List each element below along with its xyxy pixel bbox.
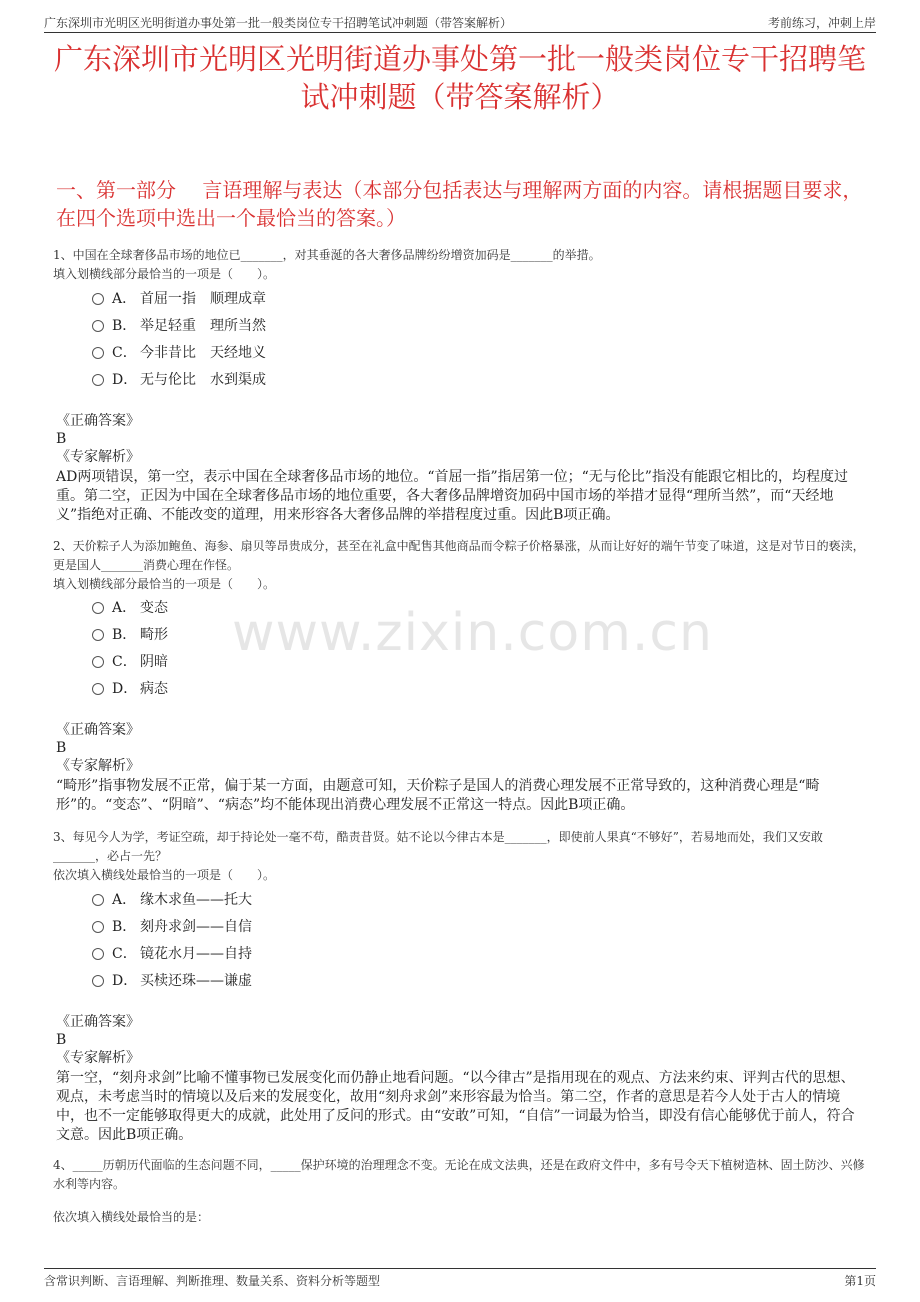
option-a[interactable]: A． 缘木求鱼——托大 — [92, 889, 252, 909]
page-footer — [44, 1268, 876, 1289]
question-4-prompt-block — [53, 1208, 872, 1227]
radio-icon[interactable] — [92, 602, 104, 614]
option-b[interactable]: B． 举足轻重 理所当然 — [92, 315, 266, 335]
option-a[interactable]: A． 变态 — [92, 597, 168, 617]
question-4 — [53, 1156, 872, 1194]
document-title: 广东深圳市光明区光明街道办事处第一批一般类岗位专干招聘笔试冲刺题（带答案解析） — [53, 42, 866, 114]
answer-value: B — [56, 740, 67, 756]
explanation-label: 《专家解析》 — [56, 449, 140, 465]
option-text: 今非昔比 天经地义 — [140, 345, 266, 361]
option-text: 刻舟求剑——自信 — [140, 919, 252, 935]
radio-icon[interactable] — [92, 683, 104, 695]
option-text: 畸形 — [140, 627, 168, 643]
option-text: 举足轻重 理所当然 — [140, 318, 266, 334]
radio-icon[interactable] — [92, 374, 104, 386]
option-d[interactable]: D． 买椟还珠——谦虚 — [92, 970, 252, 990]
option-c[interactable]: C． 镜花水月——自持 — [92, 943, 252, 963]
explanation-label: 《专家解析》 — [56, 1050, 140, 1066]
option-b[interactable]: B． 刻舟求剑——自信 — [92, 916, 252, 936]
option-c[interactable]: C． 今非昔比 天经地义 — [92, 342, 266, 362]
question-1 — [53, 246, 872, 284]
radio-icon[interactable] — [92, 948, 104, 960]
question-prompt: 填入划横线部分最恰当的一项是（ ）。 — [53, 267, 276, 281]
option-text: 无与伦比 水到渠成 — [140, 372, 266, 388]
radio-icon[interactable] — [92, 347, 104, 359]
radio-icon[interactable] — [92, 921, 104, 933]
explanation-label: 《专家解析》 — [56, 758, 140, 774]
explanation-text: AD两项错误，第一空，表示中国在全球奢侈品市场的地位。“首屈一指”指居第一位；“无与伦比”指没有能跟它相比的，均程度过重。第二空，正因为中国在全球奢侈品市场的地位重要，各大奢侈品牌增资加码中国市场的举措才显得“理所当然”，而“天经地义”指绝对正确、不能改变的道理，用来形容各大奢侈品牌的举措程度过重。因此B项正确。 — [56, 469, 848, 523]
section-heading: 一、第一部分 言语理解与表达（本部分包括表达与理解两方面的内容。请根据题目要求，在四个选项中选出一个最恰当的答案。） — [56, 178, 863, 230]
radio-icon[interactable] — [92, 894, 104, 906]
question-stem: 1、中国在全球奢侈品市场的地位已_______，对其垂涎的各大奢侈品牌纷纷增资加码是_______的举措。 — [53, 248, 601, 262]
answer-label: 《正确答案》 — [56, 413, 140, 429]
radio-icon[interactable] — [92, 293, 104, 305]
answer-value: B — [56, 1032, 67, 1048]
question-stem: 3、每见今人为学，考证空疏，却于持论处一毫不苟，酷责昔贤。姑不论以今律古本是_______，即使前人果真“不够好”，若易地而处，我们又安敢_______，必占一先？ — [53, 830, 823, 863]
radio-icon[interactable] — [92, 629, 104, 641]
question-prompt: 依次填入横线处最恰当的一项是（ ）。 — [53, 868, 276, 882]
footer-topics: 含常识判断、言语理解、判断推理、数量关系、资料分析等题型 — [44, 1274, 381, 1288]
question-prompt: 填入划横线部分最恰当的一项是（ ）。 — [53, 577, 276, 591]
option-text: 变态 — [140, 600, 168, 616]
answer-label: 《正确答案》 — [56, 722, 140, 738]
answer-block — [56, 412, 140, 466]
question-stem: 4、_____历朝历代面临的生态问题不同，_____保护环境的治理理念不变。无论在成文法典，还是在政府文件中，多有号令天下植树造林、固土防沙、兴修水利等内容。 — [53, 1158, 865, 1191]
radio-icon[interactable] — [92, 320, 104, 332]
answer-block — [56, 721, 140, 775]
explanation-text: “畸形”指事物发展不正常，偏于某一方面，由题意可知，天价粽子是国人的消费心理发展不正常导致的，这种消费心理是“畸形”的。“变态”、“阴暗”、“病态”均不能体现出消费心理发展不正常这一特点。因此B项正确。 — [56, 778, 820, 813]
watermark: www.zixin.com.cn — [232, 603, 713, 663]
option-d[interactable]: D． 病态 — [92, 678, 168, 698]
header-slogan: 考前练习，冲刺上岸 — [767, 16, 876, 30]
question-prompt: 依次填入横线处最恰当的是： — [53, 1210, 210, 1224]
option-c[interactable]: C． 阴暗 — [92, 651, 168, 671]
option-b[interactable]: B． 畸形 — [92, 624, 168, 644]
option-text: 缘木求鱼——托大 — [140, 892, 252, 908]
answer-value: B — [56, 431, 67, 447]
explanation-text: 第一空，“刻舟求剑”比喻不懂事物已发展变化而仍静止地看问题。“以今律古”是指用现在的观点、方法来约束、评判古代的思想、观点，未考虑当时的情境以及后来的发展变化，故用“刻舟求剑”来形容最为恰当。第二空，作者的意思是若今人处于古人的情境中，也不一定能够取得更大的成就，此处用了反问的形式。由“安敢”可知，“自信”一词最为恰当，即没有信心能够优于前人，符合文意。因此B项正确。 — [56, 1070, 855, 1143]
question-2 — [53, 537, 872, 594]
answer-label: 《正确答案》 — [56, 1014, 140, 1030]
question-3 — [53, 828, 872, 885]
page-header — [44, 12, 876, 33]
question-stem: 2、天价粽子人为添加鲍鱼、海参、扇贝等昂贵成分，甚至在礼盒中配售其他商品而令粽子价格暴涨，从而让好好的端午节变了味道，这是对节日的亵渎，更是国人_______消费心理在作怪。 — [53, 539, 865, 572]
option-text: 首屈一指 顺理成章 — [140, 291, 266, 307]
option-d[interactable]: D． 无与伦比 水到渠成 — [92, 369, 266, 389]
option-text: 病态 — [140, 681, 168, 697]
option-a[interactable]: A． 首屈一指 顺理成章 — [92, 288, 266, 308]
option-text: 阴暗 — [140, 654, 168, 670]
header-doc-title: 广东深圳市光明区光明街道办事处第一批一般类岗位专干招聘笔试冲刺题（带答案解析） — [44, 16, 513, 30]
radio-icon[interactable] — [92, 656, 104, 668]
option-text: 镜花水月——自持 — [140, 946, 252, 962]
radio-icon[interactable] — [92, 975, 104, 987]
answer-block — [56, 1013, 140, 1067]
page-number: 第1页 — [844, 1274, 876, 1288]
option-text: 买椟还珠——谦虚 — [140, 973, 252, 989]
